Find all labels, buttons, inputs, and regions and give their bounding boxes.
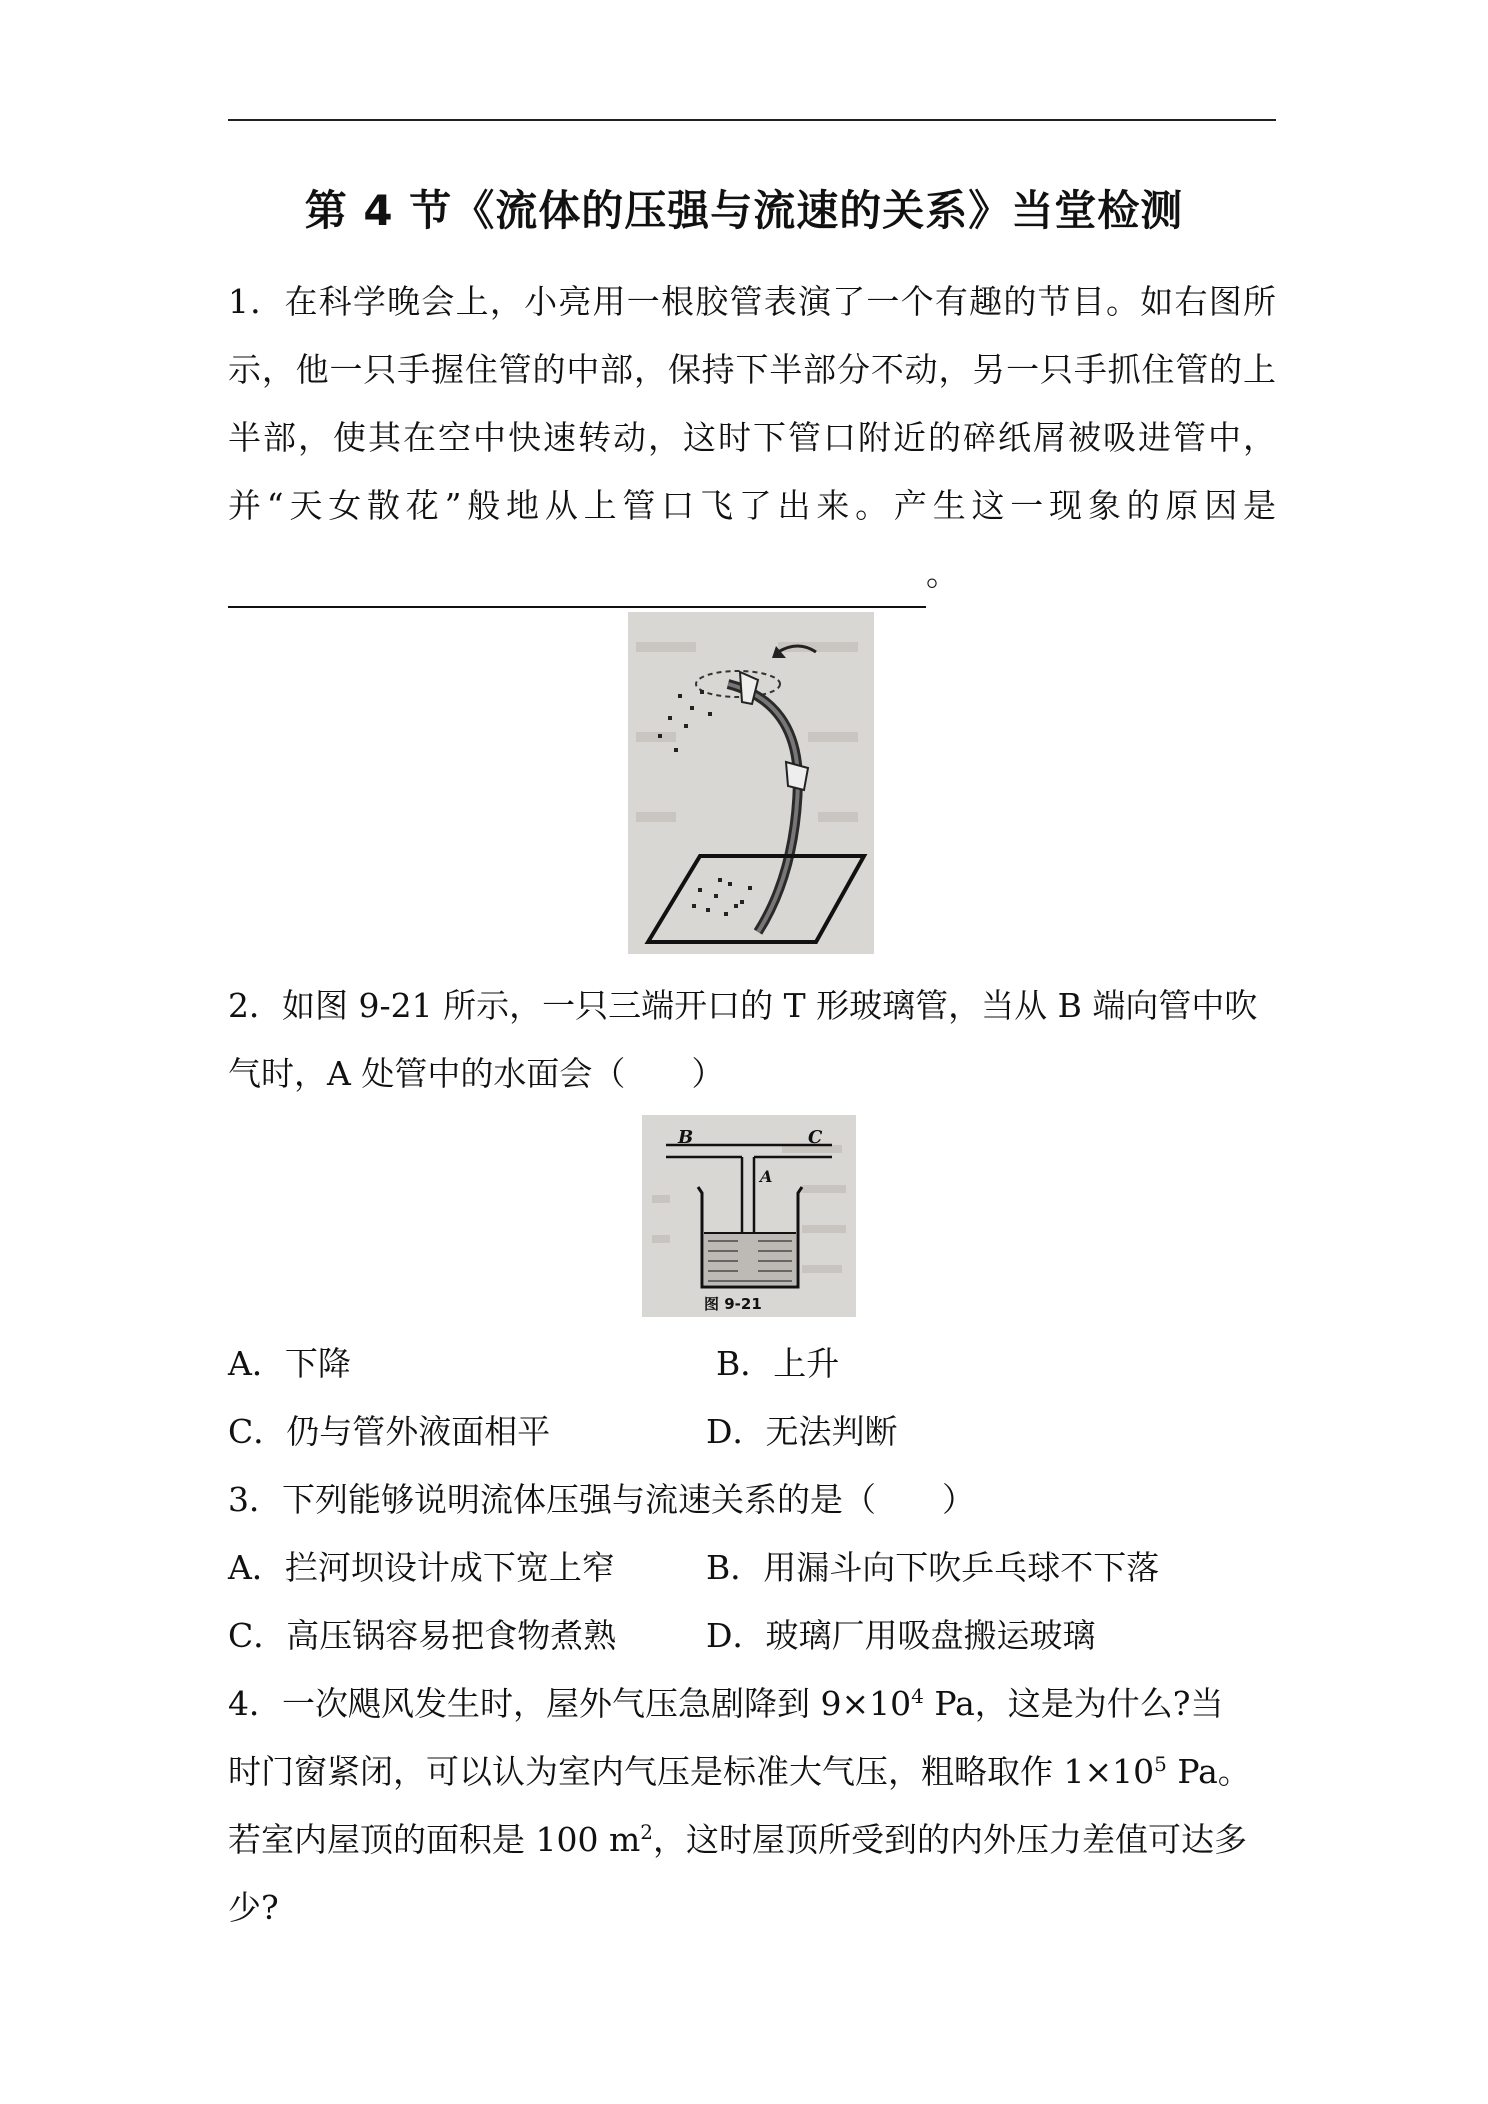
question-2-line-1: 2．如图 9-21 所示，一只三端开口的 T 形玻璃管，当从 B 端向管中吹 xyxy=(228,986,1258,1025)
figure-caption: 图 9-21 xyxy=(704,1295,762,1313)
question-1-blank-suffix: 。 xyxy=(926,554,959,593)
page-title: 第 4 节《流体的压强与流速的关系》当堂检测 xyxy=(304,186,1184,235)
q3-option-d[interactable]: D．玻璃厂用吸盘搬运玻璃 xyxy=(706,1616,1096,1655)
q4-exp-1: 4 xyxy=(911,1684,924,1708)
question-3-stem: 3．下列能够说明流体压强与流速关系的是（ ） xyxy=(228,1480,975,1519)
label-b: B xyxy=(678,1127,694,1148)
question-1-body: 1．在科学晚会上，小亮用一根胶管表演了一个有趣的节目。如右图所示，他一只手握住管的中部，保持下半部分不动，另一只手抓住管的上半部，使其在空中快速转动，这时下管口附近的碎纸屑被吸进管中，并“天女散花”般地从上管口飞了出来。产生这一现象的原因 xyxy=(228,282,1276,525)
question-4-line-1 xyxy=(228,1678,1223,1725)
q2-option-a[interactable]: A．下降 xyxy=(228,1344,351,1383)
q2-option-b[interactable]: B．上升 xyxy=(716,1344,840,1383)
q4-line-1a: 4．一次飓风发生时，屋外气压急剧降到 9×10 xyxy=(228,1684,912,1723)
q2-option-d[interactable]: D．无法判断 xyxy=(706,1412,898,1451)
question-2-line-2: 气时，A 处管中的水面会（ ） xyxy=(228,1054,725,1093)
answer-blank[interactable] xyxy=(228,572,926,608)
q3-option-b[interactable]: B．用漏斗向下吹乒乓球不下落 xyxy=(706,1548,1160,1587)
q4-exp-3: 2 xyxy=(640,1820,653,1844)
figure-tube-photo xyxy=(628,612,874,954)
q3-option-a[interactable]: A．拦河坝设计成下宽上窄 xyxy=(228,1548,615,1587)
q4-line-2a: 时门窗紧闭，可以认为室内气压是标准大气压，粗略取作 1×10 xyxy=(228,1752,1155,1791)
question-1-blank-prefix: 是 xyxy=(1243,486,1276,525)
q4-line-2b: Pa。 xyxy=(1166,1752,1251,1791)
q3-option-c[interactable]: C．高压锅容易把食物煮熟 xyxy=(228,1616,617,1655)
q4-line-3a: 若室内屋顶的面积是 100 m xyxy=(228,1820,641,1859)
question-1-text xyxy=(228,268,1276,608)
label-c: C xyxy=(808,1127,823,1148)
q4-line-1b: Pa，这是为什么?当 xyxy=(923,1684,1224,1723)
tube-illustration xyxy=(628,612,874,954)
question-4-line-4: 少? xyxy=(228,1888,279,1927)
q2-option-c[interactable]: C．仍与管外液面相平 xyxy=(228,1412,551,1451)
header-rule xyxy=(228,119,1276,121)
t-tube-illustration xyxy=(642,1115,856,1317)
q4-line-3b: ，这时屋顶所受到的内外压力差值可达多 xyxy=(653,1820,1247,1859)
question-4-line-3 xyxy=(228,1814,1247,1861)
question-4-line-2 xyxy=(228,1746,1251,1793)
label-a: A xyxy=(760,1167,773,1186)
q4-exp-2: 5 xyxy=(1154,1752,1167,1776)
figure-9-21 xyxy=(642,1115,856,1317)
